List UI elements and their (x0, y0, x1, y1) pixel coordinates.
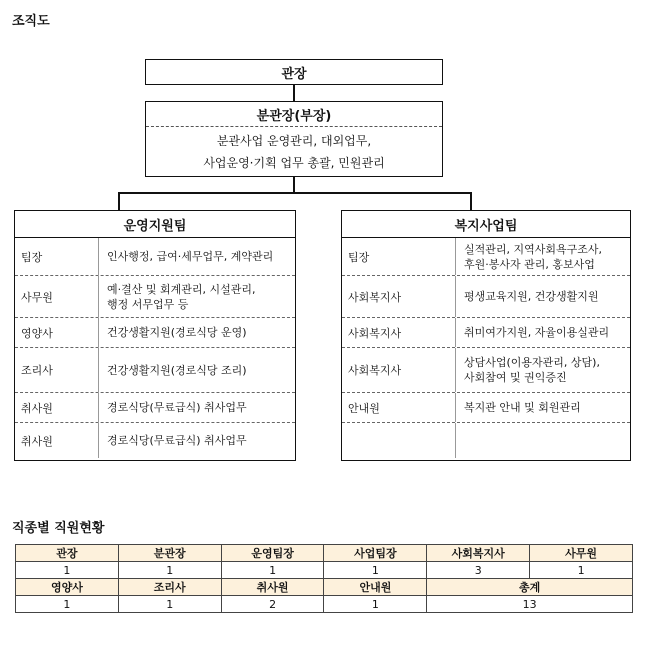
role-cell: 사회복지사 (342, 276, 456, 317)
table-row (342, 318, 630, 348)
header-cell: 사회복지사 (427, 545, 530, 562)
connector-line (293, 177, 295, 193)
role-cell: 조리사 (15, 348, 99, 392)
staff-table (15, 544, 633, 613)
header-cell: 운영팀장 (221, 545, 324, 562)
staff-section-title: 직종별 직원현황 (12, 521, 105, 536)
ops-team-table (14, 210, 296, 461)
role-cell (342, 423, 456, 458)
table-row (342, 393, 630, 423)
role-cell: 안내원 (342, 393, 456, 422)
duty-cell: 경로식당(무료급식) 취사업무 (107, 401, 247, 414)
role-cell: 사회복지사 (342, 318, 456, 347)
header-cell: 영양사 (16, 579, 119, 596)
value-cell: 1 (16, 562, 119, 579)
duty-cell: 경로식당(무료급식) 취사업무 (107, 434, 247, 447)
total-value-cell: 13 (427, 596, 633, 613)
header-cell: 취사원 (221, 579, 324, 596)
director-label: 관장 (281, 66, 307, 82)
duty-cell: 실적관리, 지역사회욕구조사, 후원·봉사자 관리, 홍보사업 (464, 242, 603, 271)
value-cell: 1 (324, 596, 427, 613)
table-row (15, 276, 295, 318)
header-cell: 안내원 (324, 579, 427, 596)
table-row (342, 348, 630, 393)
value-cell: 3 (427, 562, 530, 579)
header-cell: 분관장 (118, 545, 221, 562)
role-cell: 사무원 (15, 276, 99, 317)
branch-manager-title: 분관장(부장) (146, 102, 442, 127)
duty-cell: 건강생활지원(경로식당 조리) (107, 363, 247, 377)
table-row (15, 423, 295, 458)
role-cell: 영양사 (15, 318, 99, 347)
table-row (15, 238, 295, 276)
duty-cell: 취미여가지원, 자율이용실관리 (464, 326, 610, 339)
value-cell: 1 (16, 596, 119, 613)
branch-duty-line: 분관사업 운영관리, 대외업무, (216, 134, 372, 148)
header-cell: 사업팀장 (324, 545, 427, 562)
welfare-team-table (341, 210, 631, 461)
table-row (16, 596, 633, 613)
duty-cell (456, 423, 464, 458)
connector-line (118, 192, 120, 211)
table-row (342, 238, 630, 276)
branch-manager-box (145, 101, 443, 177)
branch-duty-line: 사업운영·기획 업무 총괄, 민원관리 (203, 156, 385, 170)
director-box (145, 59, 443, 85)
role-cell: 사회복지사 (342, 348, 456, 392)
value-cell: 1 (118, 562, 221, 579)
duty-cell: 복지관 안내 및 회원관리 (464, 401, 581, 414)
table-row (16, 562, 633, 579)
duty-cell: 예·결산 및 회계관리, 시설관리, 행정 서무업무 등 (107, 282, 256, 311)
duty-cell: 인사행정, 급여·세무업무, 계약관리 (107, 250, 274, 263)
value-cell: 1 (530, 562, 633, 579)
header-cell: 조리사 (118, 579, 221, 596)
role-cell: 취사원 (15, 393, 99, 422)
header-cell: 사무원 (530, 545, 633, 562)
connector-line (293, 85, 295, 101)
table-row (15, 318, 295, 348)
table-row (16, 545, 633, 562)
table-row (15, 348, 295, 393)
value-cell: 1 (324, 562, 427, 579)
duty-cell: 건강생활지원(경로식당 운영) (107, 326, 247, 339)
duty-cell: 평생교육지원, 건강생활지원 (464, 290, 599, 303)
welfare-team-title: 복지사업팀 (342, 211, 630, 238)
org-chart-title: 조직도 (12, 14, 50, 29)
role-cell: 팀장 (15, 238, 99, 275)
table-row (342, 276, 630, 318)
value-cell: 1 (118, 596, 221, 613)
table-row (15, 393, 295, 423)
role-cell: 팀장 (342, 238, 456, 275)
total-header-cell: 총계 (427, 579, 633, 596)
table-row (16, 579, 633, 596)
connector-line (118, 192, 471, 194)
table-row (342, 423, 630, 458)
header-cell: 관장 (16, 545, 119, 562)
value-cell: 2 (221, 596, 324, 613)
ops-team-title: 운영지원팀 (15, 211, 295, 238)
connector-line (470, 192, 472, 211)
duty-cell: 상담사업(이용자관리, 상담), 사회참여 및 권익증진 (464, 356, 600, 384)
role-cell: 취사원 (15, 423, 99, 458)
value-cell: 1 (221, 562, 324, 579)
